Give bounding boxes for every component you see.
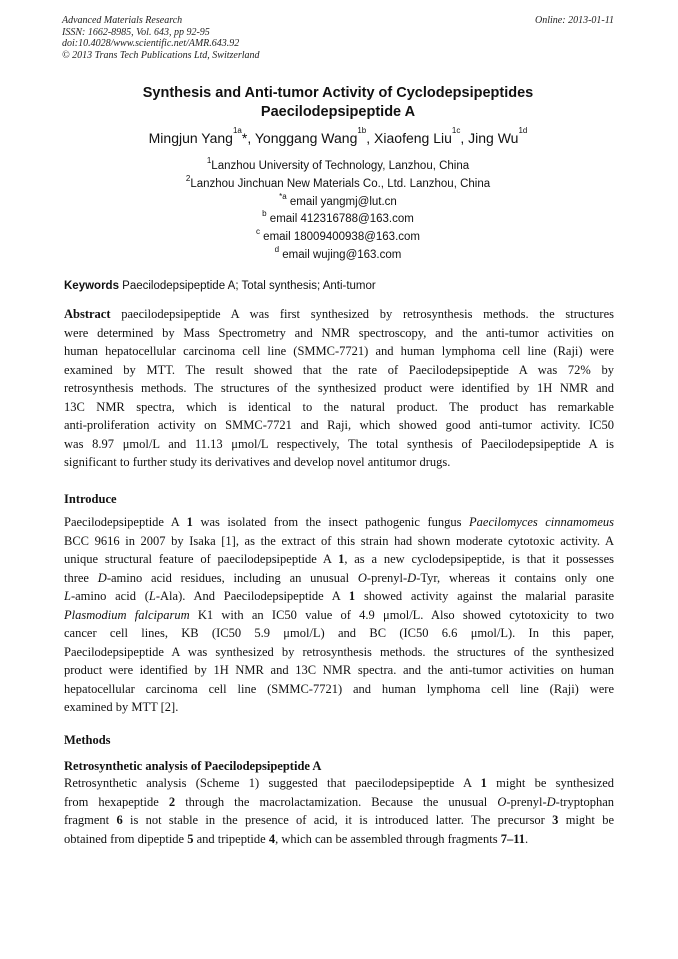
doi-line: doi:10.4028/www.scientific.net/AMR.643.92 — [62, 38, 240, 49]
online-date: Online: 2013-01-11 — [535, 15, 614, 26]
keywords-text: Paecilodepsipeptide A; Total synthesis; Anti-tumor — [118, 280, 376, 292]
author-separator: , — [366, 130, 375, 146]
title-line-2: Paecilodepsipeptide A — [260, 104, 416, 120]
paragraph-line: Paecilodepsipeptide A was synthesized by retrosynthesis methods. the structures of the synthesized — [64, 644, 614, 659]
paragraph-line: Paecilodepsipeptide A 1 was isolated from the insect pathogenic fungus Paecilomyces cinnamomeus — [64, 515, 614, 529]
section-heading-introduce: Introduce — [64, 492, 117, 506]
paragraph-line: hepatocellular carcinoma cell line (SMMC-7721) and human lymphoma cell line (Raji) were — [64, 681, 614, 696]
journal-name: Advanced Materials Research — [62, 15, 183, 26]
email-text: email 412316788@163.com — [266, 213, 414, 226]
subsection-heading: Retrosynthetic analysis of Paecilodepsipeptide A — [64, 759, 322, 773]
paragraph-line: obtained from dipeptide 5 and tripeptide 4, which can be assembled through fragments 7–11. — [64, 831, 529, 846]
paragraph-line: L-amino acid (L-Ala). And Paecilodepsipeptide A 1 showed activity against the malarial parasite — [64, 589, 614, 603]
abstract-line: were determined by Mass Spectrometry and NMR spectroscopy, and the anti-tumor activities on — [64, 325, 614, 340]
section-heading-methods: Methods — [64, 733, 111, 747]
email-sup: b — [262, 209, 267, 219]
author-separator: , — [460, 130, 469, 146]
abstract-line: Abstract paecilodepsipeptide A was first synthesized by retrosynthesis methods. the structures — [64, 307, 614, 321]
affiliation-text: Lanzhou Jinchuan New Materials Co., Ltd. Lanzhou, China — [190, 177, 491, 190]
author-name: Jing Wu — [468, 130, 519, 146]
email-line — [62, 211, 614, 229]
keywords — [64, 279, 614, 294]
author-name: Yonggang Wang — [254, 130, 358, 146]
affiliation-text: Lanzhou University of Technology, Lanzhou, China — [211, 160, 470, 172]
email-text: email yangmj@lut.cn — [286, 195, 397, 208]
abstract-line: human hepatocellular carcinoma cell line (SMMC-7721) and human lymphoma cell line (Raji) were — [64, 344, 614, 358]
affiliation — [62, 173, 614, 194]
abstract-line: significant to further study its derivatives and develop novel antitumor drugs. — [64, 455, 451, 469]
email-sup: c — [255, 227, 260, 237]
paragraph-line: from hexapeptide 2 through the macrolactamization. Because the unusual O-prenyl-D-tryptophan — [64, 794, 614, 809]
paragraph-line: Retrosynthetic analysis (Scheme 1) suggested that paecilodepsipeptide A 1 might be synthesized — [64, 776, 614, 790]
keywords-label: Keywords — [64, 280, 119, 292]
email-text: email wujing@163.com — [279, 248, 402, 261]
author-affiliation-sup: 1d — [518, 126, 528, 135]
abstract-line: anti-proliferation activity on SMMC-7721 and Raji, which showed good anti-tumor activity. IC50 — [64, 418, 614, 432]
paragraph-line: cancer cell lines, KB (IC50 5.9 μmol/L) and BC (IC50 6.6 μmol/L). In this paper, — [64, 626, 614, 640]
email-line — [62, 229, 614, 247]
abstract-line: 13C NMR spectra, which is identical to the natural product. The product has remarkable — [64, 399, 614, 414]
paragraph-line: fragment 6 is not stable in the presence of acid, it is introduced latter. The precursor 3 might be — [64, 813, 614, 827]
paragraph-line: three D-amino acid residues, including an unusual O-prenyl-D-Tyr, whereas it contains only one — [64, 570, 614, 585]
journal-header — [62, 15, 260, 61]
paper-title — [62, 84, 614, 122]
abstract-line: was 8.97 μmol/L and 11.13 μmol/L respectively, The total synthesis of Paecilodepsipeptide A is — [64, 436, 614, 451]
title-line-1: Synthesis and Anti-tumor Activity of Cyclodepsipeptides — [142, 85, 534, 101]
abstract — [64, 305, 614, 472]
paragraph-line: Plasmodium falciparum K1 with an IC50 value of 4.9 μmol/L. Also showed cytotoxicity to two — [64, 607, 614, 622]
author-name: Xiaofeng Liu — [374, 130, 452, 146]
author-affiliation-sup: 1a — [232, 126, 242, 135]
introduce-body — [64, 513, 614, 717]
abstract-line: examined by MTT. The result showed that the rate of Paecilodepsipeptide A was 72% by — [64, 362, 614, 377]
affiliation-sup: 1 — [206, 156, 212, 165]
affiliation-sup: 2 — [185, 173, 191, 183]
affiliation — [62, 158, 614, 176]
paragraph-line: BCC 9616 in 2007 by Isaka [1], as the extract of this strain had shown moderate cytotoxic activity. A — [64, 533, 614, 548]
issn-line: ISSN: 1662-8985, Vol. 643, pp 92-95 — [62, 26, 210, 38]
affiliation-list — [62, 158, 614, 265]
email-text: email 18009400938@163.com — [259, 231, 420, 244]
abstract-label: Abstract — [64, 307, 111, 321]
email-line — [62, 191, 614, 212]
email-sup: *a — [279, 191, 287, 201]
methods-body — [64, 774, 614, 848]
author-name: Mingjun Yang — [148, 130, 233, 146]
paragraph-line: unique structural feature of paecilodepsipeptide A 1, as a new cyclodepsipeptide, is that it possesses — [64, 552, 614, 566]
paragraph-line: examined by MTT [2]. — [64, 700, 179, 714]
corresponding-mark: * — [241, 130, 248, 146]
email-line — [62, 244, 614, 265]
copyright-line: © 2013 Trans Tech Publications Ltd, Switzerland — [62, 49, 260, 61]
author-affiliation-sup: 1b — [357, 126, 367, 135]
author-separator: , — [247, 130, 255, 146]
paragraph-line: product were identified by 1H NMR and 13C NMR spectra. and the anti-tumor activities on human — [64, 663, 614, 677]
email-sup: d — [274, 244, 280, 254]
author-list — [62, 128, 614, 148]
abstract-line: retrosynthesis methods. The structures of the synthesized product were identified by 1H NMR and — [64, 381, 614, 395]
author-affiliation-sup: 1c — [451, 126, 461, 135]
